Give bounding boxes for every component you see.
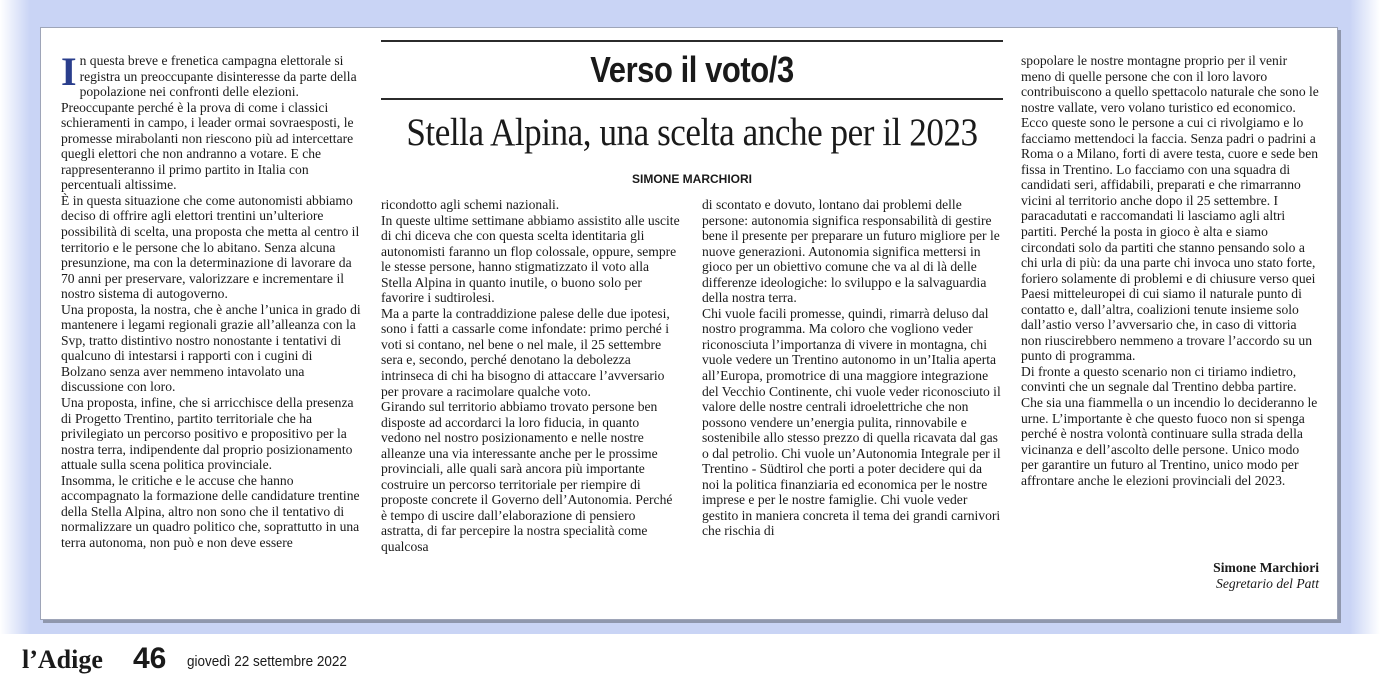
issue-date: giovedì 22 settembre 2022 — [187, 653, 347, 670]
signature-role: Segretario del Patt — [1216, 576, 1319, 591]
drop-cap: I — [61, 53, 77, 94]
article-box — [40, 27, 1338, 620]
article-kicker: Verso il voto/3 — [590, 49, 794, 90]
paragraph: Girando sul territorio abbiamo trovato persone ben disposte ad accordarci la loro fiducia, in quanto vedono nel nostro posizionamento e nelle nostre alleanze una via interessante anche per le prossime provinciali, alle quali sarà ancora più importante costruire un percorso territoriale per riempire di proposte concrete il Governo dell’Autonomia. Perché è tempo di uscire dall’elaborazione di pensiero astratta, di far percepire la nostra specialità come qualcosa — [381, 399, 673, 555]
paragraph: Ma a parte la contraddizione palese delle due ipotesi, sono i fatti a cassarle come infondate: primo perché i voti si contano, nel bene o nel male, il 25 settembre sera e, secondo, perché denotano la debolezza intrinseca di chi ha bisogno di attaccare l’avversario per provare a racimolare qualche voto. — [381, 305, 670, 399]
paragraph: di scontato e dovuto, lontano dai problemi delle persone: autonomia significa responsabilità di gestire bene il presente per preparare un futuro migliore per le nuove generazioni. Autonomia significa mettersi in gioco per un obiettivo comune che va al di là delle differenze ideologiche: lo sviluppo e la salvaguardia della nostra terra. — [702, 197, 1000, 306]
article-column-3 — [702, 197, 1002, 597]
article-column-1 — [61, 53, 361, 598]
rule-top — [381, 40, 1003, 42]
newspaper-logo: l’Adige — [22, 645, 103, 674]
article-title: Stella Alpina, una scelta anche per il 2023 — [406, 111, 978, 154]
paragraph: In queste ultime settimane abbiamo assistito alle uscite di chi diceva che con questa scelta identitaria gli autonomisti faranno un flop colossale, oppure, sempre le stesse persone, hanno stigmatizzato il voto alla Stella Alpina in quanto inutile, o buono solo per favorire i sudtirolesi. — [381, 212, 680, 306]
frame-fade-right — [1350, 0, 1380, 634]
paragraph: Insomma, le critiche e le accuse che hanno accompagnato la formazione delle candidature trentine della Stella Alpina, altro non sono che il tentativo di normalizzare un quadro politico che, soprattutto in una terra autonoma, non può e non deve essere — [61, 472, 360, 550]
paragraph: Di fronte a questo scenario non ci tiriamo indietro, convinti che un segnale dal Trentino debba partire. Che sia una fiammella o un incendio lo decideranno le urne. L’importante è che questo fuoco non si spenga perché è nostra volontà continuare sulla strada della vicinanza e dell’ascolto delle persone. Unico modo per garantire un futuro al Trentino, unico modo per affrontare anche le elezioni provinciali del 2023. — [1021, 363, 1318, 488]
signature-name: Simone Marchiori — [1213, 560, 1319, 575]
paragraph: È in questa situazione che come autonomisti abbiamo deciso di offrire agli elettori trentini un’ulteriore possibilità di scelta, una proposta che metta al centro il territorio e le persone che lo abitano. Senza alcuna presunzione, ma con la determinazione di lavorare da 70 anni per preservare, valorizzare e incrementare il nostro sistema di autogoverno. — [61, 192, 360, 302]
paragraph: spopolare le nostre montagne proprio per il venir meno di quelle persone che con il loro lavoro contribuiscono a quello spettacolo naturale che sono le nostre vallate, vero volano turistico ed economico. — [1021, 53, 1319, 115]
paragraph: n questa breve e frenetica campagna elettorale si registra un preoccupante disinteresse da parte della popolazione nei confronti delle elezioni. Preoccupante perché è la prova di come i classici schieramenti in campo, i leader ormai sovraesposti, le promesse mirabolanti non riescono più ad intercettare quegli elettori che non andranno a votare. E che rappresenteranno il primo partito in Italia con percentuali altissime. — [61, 53, 357, 193]
paragraph: Una proposta, infine, che si arricchisce della presenza di Progetto Trentino, partito territoriale che ha privilegiato un percorso positivo e propositivo per la nostra terra, indipendente dal proprio posizionamento attuale sulla scena politica provinciale. — [61, 395, 354, 473]
paragraph: Ecco queste sono le persone a cui ci rivolgiamo e lo facciamo mettendoci la faccia. Senza padri o padrini a Roma o a Milano, forti di avere testa, cuore e sede ben fissa in Trentino. Lo facciamo con una squadra di candidati seri, affidabili, preparati e che rimarranno vicini al territorio anche dopo il 25 settembre. I paracadutati e raccomandati li lasciamo agli altri partiti. Perché la posta in gioco è alta e siamo circondati solo da partiti che stanno pensando solo a chi urla di più: da una parte chi invoca uno stato forte, foriero solamente di problemi e di chiusure verso quei Paesi mitteleuropei di cui siamo il naturale punto di contatto e, dall’altra, coalizioni tenute insieme solo dall’astio verso l’avversario che, in caso di vittoria non riuscirebbero nemmeno a trovare l’accordo su un punto di programma. — [1021, 115, 1319, 364]
article-column-4 — [1021, 53, 1319, 558]
page-footer — [0, 634, 1380, 684]
article-column-2 — [381, 197, 681, 597]
rule-middle — [381, 98, 1003, 100]
page-number: 46 — [133, 642, 167, 675]
paragraph: ricondotto agli schemi nazionali. — [381, 197, 560, 212]
article-byline: SIMONE MARCHIORI — [632, 172, 752, 186]
paragraph: Chi vuole facili promesse, quindi, rimarrà deluso dal nostro programma. Ma coloro che vogliono veder riconosciuta l’importanza di vivere in montagna, chi vuole vedere un Trentino autonomo in un’Italia aperta all’Europa, promotrice di una maggiore integrazione del Vecchio Continente, chi vuole veder riconosciuto il valore delle nostre centrali idroelettriche che non possono vendere un’energia pulita, rinnovabile e sostenibile allo stesso prezzo di quella ricavata dal gas o dal petrolio. Chi vuole un’Autonomia Integrale per il Trentino - Südtirol che porti a poter decidere qui da noi la politica finanziaria ed economica per le nostre imprese e per le nostre famiglie. Chi vuole veder gestito in maniera concreta il tema dei grandi carnivori che rischia di — [702, 305, 1001, 539]
paragraph: Una proposta, la nostra, che è anche l’unica in grado di mantenere i legami regionali grazie all’alleanza con la Svp, tratto distintivo nostro nonostante i tentativi di qualcuno di intestarsi i rapporti con i cugini di Bolzano senza aver nemmeno intavolato una discussione con loro. — [61, 301, 361, 395]
frame-fade-left — [0, 0, 30, 634]
